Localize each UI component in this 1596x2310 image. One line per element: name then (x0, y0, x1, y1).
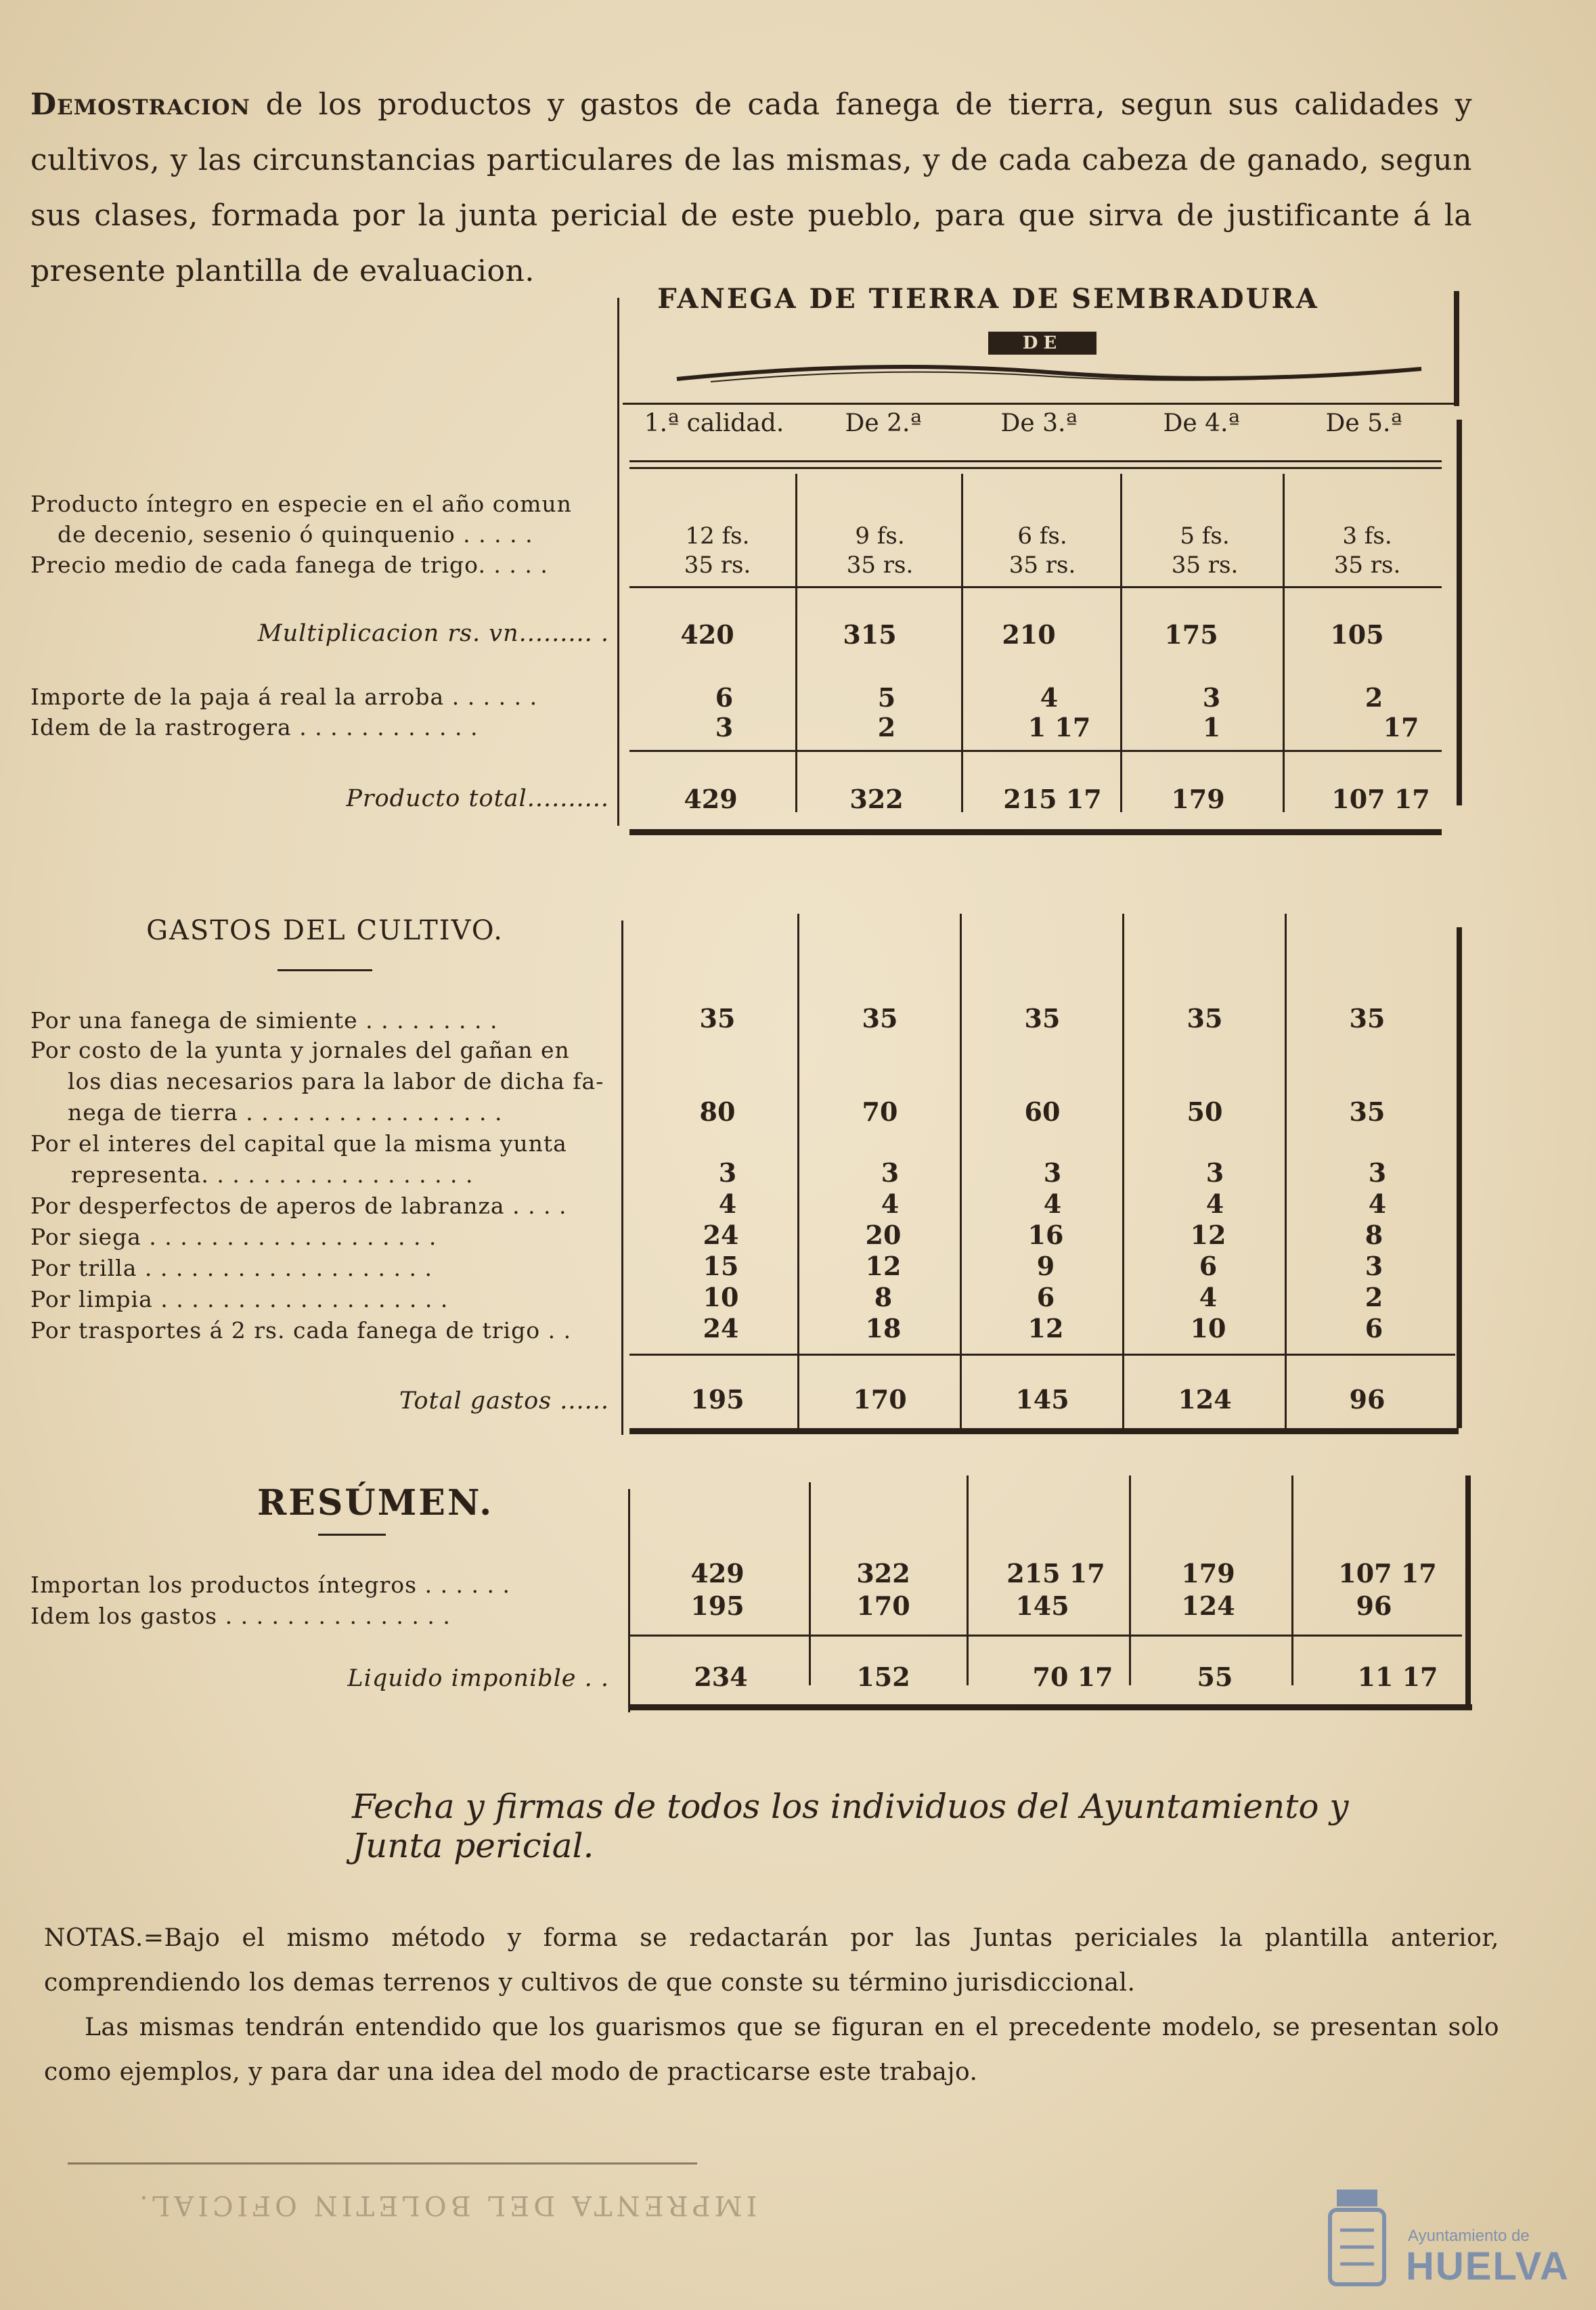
header-bottom-rule (629, 460, 1442, 462)
cell: 3 (1043, 1157, 1062, 1188)
resumen-title: RESÚMEN. (257, 1482, 494, 1524)
gasto-label: Por trilla . . . . . . . . . . . . . . . . . . . (30, 1255, 433, 1281)
cell: 96 (1356, 1591, 1392, 1621)
cell: 24 (703, 1313, 739, 1343)
cell: 9 (1036, 1251, 1055, 1281)
header-rule (623, 403, 1455, 405)
cell: 4 (1205, 1189, 1224, 1219)
row-rule (629, 586, 1442, 588)
cell: 35 rs. (1171, 552, 1239, 579)
cell: 9 fs. (855, 523, 905, 550)
cell: 35 (1024, 1003, 1061, 1034)
cell: 11 17 (1357, 1662, 1438, 1692)
cell: 96 (1349, 1384, 1386, 1415)
note-1: NOTAS.=Bajo el mismo método y forma se redactarán por las Juntas periciales la plantilla anterior, comprendiendo los demas terrenos y cultivos de que conste su término jurisdiccional. (44, 1924, 1499, 1997)
table-subtitle: DE (988, 332, 1096, 355)
cell: 17 (1383, 712, 1419, 742)
cell: 420 (680, 619, 734, 650)
gasto-label: Por una fanega de simiente . . . . . . . . . (30, 1007, 498, 1034)
row-label-liquido-imponible: Liquido imponible . . (347, 1665, 609, 1692)
cell: 195 (690, 1591, 745, 1621)
cell: 3 (1205, 1157, 1224, 1188)
cell: 179 (1181, 1558, 1235, 1589)
cell: 8 (1365, 1220, 1383, 1250)
column-header-5: De 5.ª (1325, 409, 1402, 437)
cell: 18 (865, 1313, 902, 1343)
col-divider (1291, 1475, 1293, 1685)
column-header-3: De 3.ª (1000, 409, 1078, 437)
cell: 12 (1190, 1220, 1226, 1250)
cell: 2 (1365, 1282, 1383, 1312)
cell: 124 (1178, 1384, 1232, 1415)
gasto-label: Por trasportes á 2 rs. cada fanega de trigo . . (30, 1317, 572, 1343)
watermark-small-text: Ayuntamiento de (1408, 2227, 1530, 2245)
gasto-label: Por costo de la yunta y jornales del gañan en (30, 1037, 570, 1063)
cell: 210 (1002, 619, 1056, 650)
table-right-rule (1457, 927, 1462, 1428)
cell: 179 (1171, 784, 1225, 814)
cell: 4 (881, 1189, 900, 1219)
cell: 35 rs. (846, 552, 914, 579)
cell: 3 (718, 1157, 737, 1188)
cell: 3 (1365, 1251, 1383, 1281)
cell: 4 (1199, 1282, 1218, 1312)
cell: 215 17 (1003, 784, 1102, 814)
cell: 3 fs. (1342, 523, 1392, 550)
cell: 215 17 (1006, 1558, 1105, 1589)
row-rule (629, 1354, 1455, 1356)
title-ornament (318, 1534, 386, 1536)
cell: 195 (690, 1384, 745, 1415)
cell: 35 rs. (1008, 552, 1076, 579)
cell: 20 (865, 1220, 902, 1250)
row-label: Importe de la paja á real la arroba . . . . . . (30, 684, 538, 710)
cell: 35 (1349, 1003, 1386, 1034)
printer-bleedthrough: IMPRENTA DEL BOLETIN OFICIAL. (135, 2190, 757, 2221)
row-label: Producto íntegro en especie en el año comun (30, 491, 572, 517)
cell: 145 (1015, 1384, 1069, 1415)
cell: 70 17 (1032, 1662, 1113, 1692)
cell: 4 (718, 1189, 737, 1219)
cell: 16 (1027, 1220, 1064, 1250)
cell: 170 (856, 1591, 910, 1621)
gastos-title: GASTOS DEL CULTIVO. (146, 915, 504, 946)
cell: 50 (1187, 1096, 1223, 1127)
cell: 2 (1365, 682, 1383, 713)
cell: 8 (874, 1282, 893, 1312)
cell: 80 (699, 1096, 736, 1127)
huelva-watermark (1316, 2176, 1570, 2305)
cell: 15 (703, 1251, 739, 1281)
watermark-big-text: HUELVA (1406, 2244, 1570, 2288)
cell: 35 (1187, 1003, 1223, 1034)
cell: 315 (843, 619, 897, 650)
row-label-total-gastos: Total gastos ...... (399, 1387, 609, 1415)
cell: 4 (1040, 682, 1059, 713)
cell: 35 (1349, 1096, 1386, 1127)
cell: 107 17 (1338, 1558, 1437, 1589)
cell: 6 fs. (1017, 523, 1067, 550)
section-rule (629, 1428, 1459, 1434)
table-right-rule (1454, 291, 1459, 406)
gasto-label: los dias necesarios para la labor de dicha fa- (68, 1068, 604, 1094)
cell: 35 rs. (684, 552, 751, 579)
signature-line: Fecha y firmas de todos los individuos del Ayuntamiento y Junta pericial. (352, 1787, 1349, 1865)
column-header-4: De 4.ª (1163, 409, 1240, 437)
title-ornament (278, 969, 372, 971)
footer-rule (68, 2162, 697, 2164)
section-rule (629, 1704, 1472, 1710)
coat-of-arms-icon (1316, 2183, 1398, 2301)
cell: 105 (1330, 619, 1384, 650)
table-left-rule (617, 298, 619, 826)
cell: 1 (1202, 712, 1221, 742)
row-label: Precio medio de cada fanega de trigo. . . . . (30, 552, 548, 578)
cell: 12 fs. (685, 523, 750, 550)
cell: 10 (703, 1282, 739, 1312)
row-label-multiplicacion: Multiplicacion rs. vn......... . (257, 620, 609, 647)
cell: 35 rs. (1333, 552, 1401, 579)
cell: 234 (694, 1662, 748, 1692)
cell: 1 17 (1027, 712, 1091, 742)
cell: 60 (1024, 1096, 1061, 1127)
cell: 5 fs. (1180, 523, 1230, 550)
cell: 429 (684, 784, 738, 814)
row-rule (629, 1635, 1462, 1637)
cell: 6 (1365, 1313, 1383, 1343)
table-left-rule (628, 1489, 630, 1712)
column-header-2: De 2.ª (845, 409, 922, 437)
intro-paragraph (30, 77, 1472, 299)
header-bottom-rule-2 (629, 467, 1442, 469)
resumen-label: Importan los productos íntegros . . . . . . (30, 1572, 510, 1598)
cell: 35 (862, 1003, 898, 1034)
section-rule (629, 829, 1442, 835)
row-label: Idem de la rastrogera . . . . . . . . . . . . (30, 714, 479, 740)
cell: 3 (715, 712, 734, 742)
decorative-rule (670, 352, 1428, 393)
cell: 35 (699, 1003, 736, 1034)
table-title: FANEGA DE TIERRA DE SEMBRADURA (657, 283, 1319, 315)
gasto-label: representa. . . . . . . . . . . . . . . . . . (71, 1161, 474, 1188)
column-header-1: 1.ª calidad. (644, 409, 784, 437)
cell: 322 (849, 784, 904, 814)
cell: 124 (1181, 1591, 1235, 1621)
gasto-label: Por desperfectos de aperos de labranza . . . . (30, 1193, 567, 1219)
cell: 2 (877, 712, 896, 742)
cell: 3 (1368, 1157, 1387, 1188)
notes-paragraph (44, 1916, 1499, 2095)
gasto-label: Por limpia . . . . . . . . . . . . . . . . . . . (30, 1286, 449, 1312)
cell: 6 (1199, 1251, 1218, 1281)
cell: 322 (856, 1558, 910, 1589)
row-rule (629, 750, 1442, 752)
cell: 6 (1036, 1282, 1055, 1312)
resumen-label: Idem los gastos . . . . . . . . . . . . . . . (30, 1603, 451, 1629)
cell: 5 (877, 682, 896, 713)
cell: 12 (1027, 1313, 1064, 1343)
col-divider (967, 1475, 969, 1685)
cell: 152 (856, 1662, 910, 1692)
intro-lead: Demostracion (30, 87, 250, 122)
gasto-label: nega de tierra . . . . . . . . . . . . . . . . . (68, 1099, 503, 1126)
cell: 4 (1043, 1189, 1062, 1219)
cell: 170 (853, 1384, 907, 1415)
cell: 145 (1015, 1591, 1069, 1621)
cell: 55 (1197, 1662, 1233, 1692)
cell: 3 (881, 1157, 900, 1188)
gasto-label: Por siega . . . . . . . . . . . . . . . . . . . (30, 1224, 437, 1250)
note-2: Las mismas tendrán entendido que los guarismos que se figuran en el precedente modelo, se presentan solo como ejemplos, y para dar una idea del modo de practicarse este trabajo. (44, 2014, 1499, 2086)
cell: 429 (690, 1558, 745, 1589)
cell: 4 (1368, 1189, 1387, 1219)
gasto-label: Por el interes del capital que la misma yunta (30, 1130, 567, 1157)
cell: 10 (1190, 1313, 1226, 1343)
row-label-producto-total: Producto total.......... (346, 785, 609, 812)
row-label: de decenio, sesenio ó quinquenio . . . . . (58, 521, 533, 548)
cell: 12 (865, 1251, 902, 1281)
cell: 70 (862, 1096, 898, 1127)
cell: 3 (1202, 682, 1221, 713)
cell: 107 17 (1331, 784, 1430, 814)
cell: 24 (703, 1220, 739, 1250)
cell: 175 (1164, 619, 1218, 650)
intro-text: de los productos y gastos de cada fanega de tierra, segun sus calidades y cultivos, y las circunstancias particulares de las mismas, y de cada cabeza de ganado, segun sus clases, formada por la junta pericial de este pueblo, para que sirva de justificante á la presente plantilla de evaluacion. (30, 87, 1472, 288)
cell: 6 (715, 682, 734, 713)
table-right-rule-2 (1457, 420, 1462, 805)
table-left-rule (621, 920, 623, 1435)
